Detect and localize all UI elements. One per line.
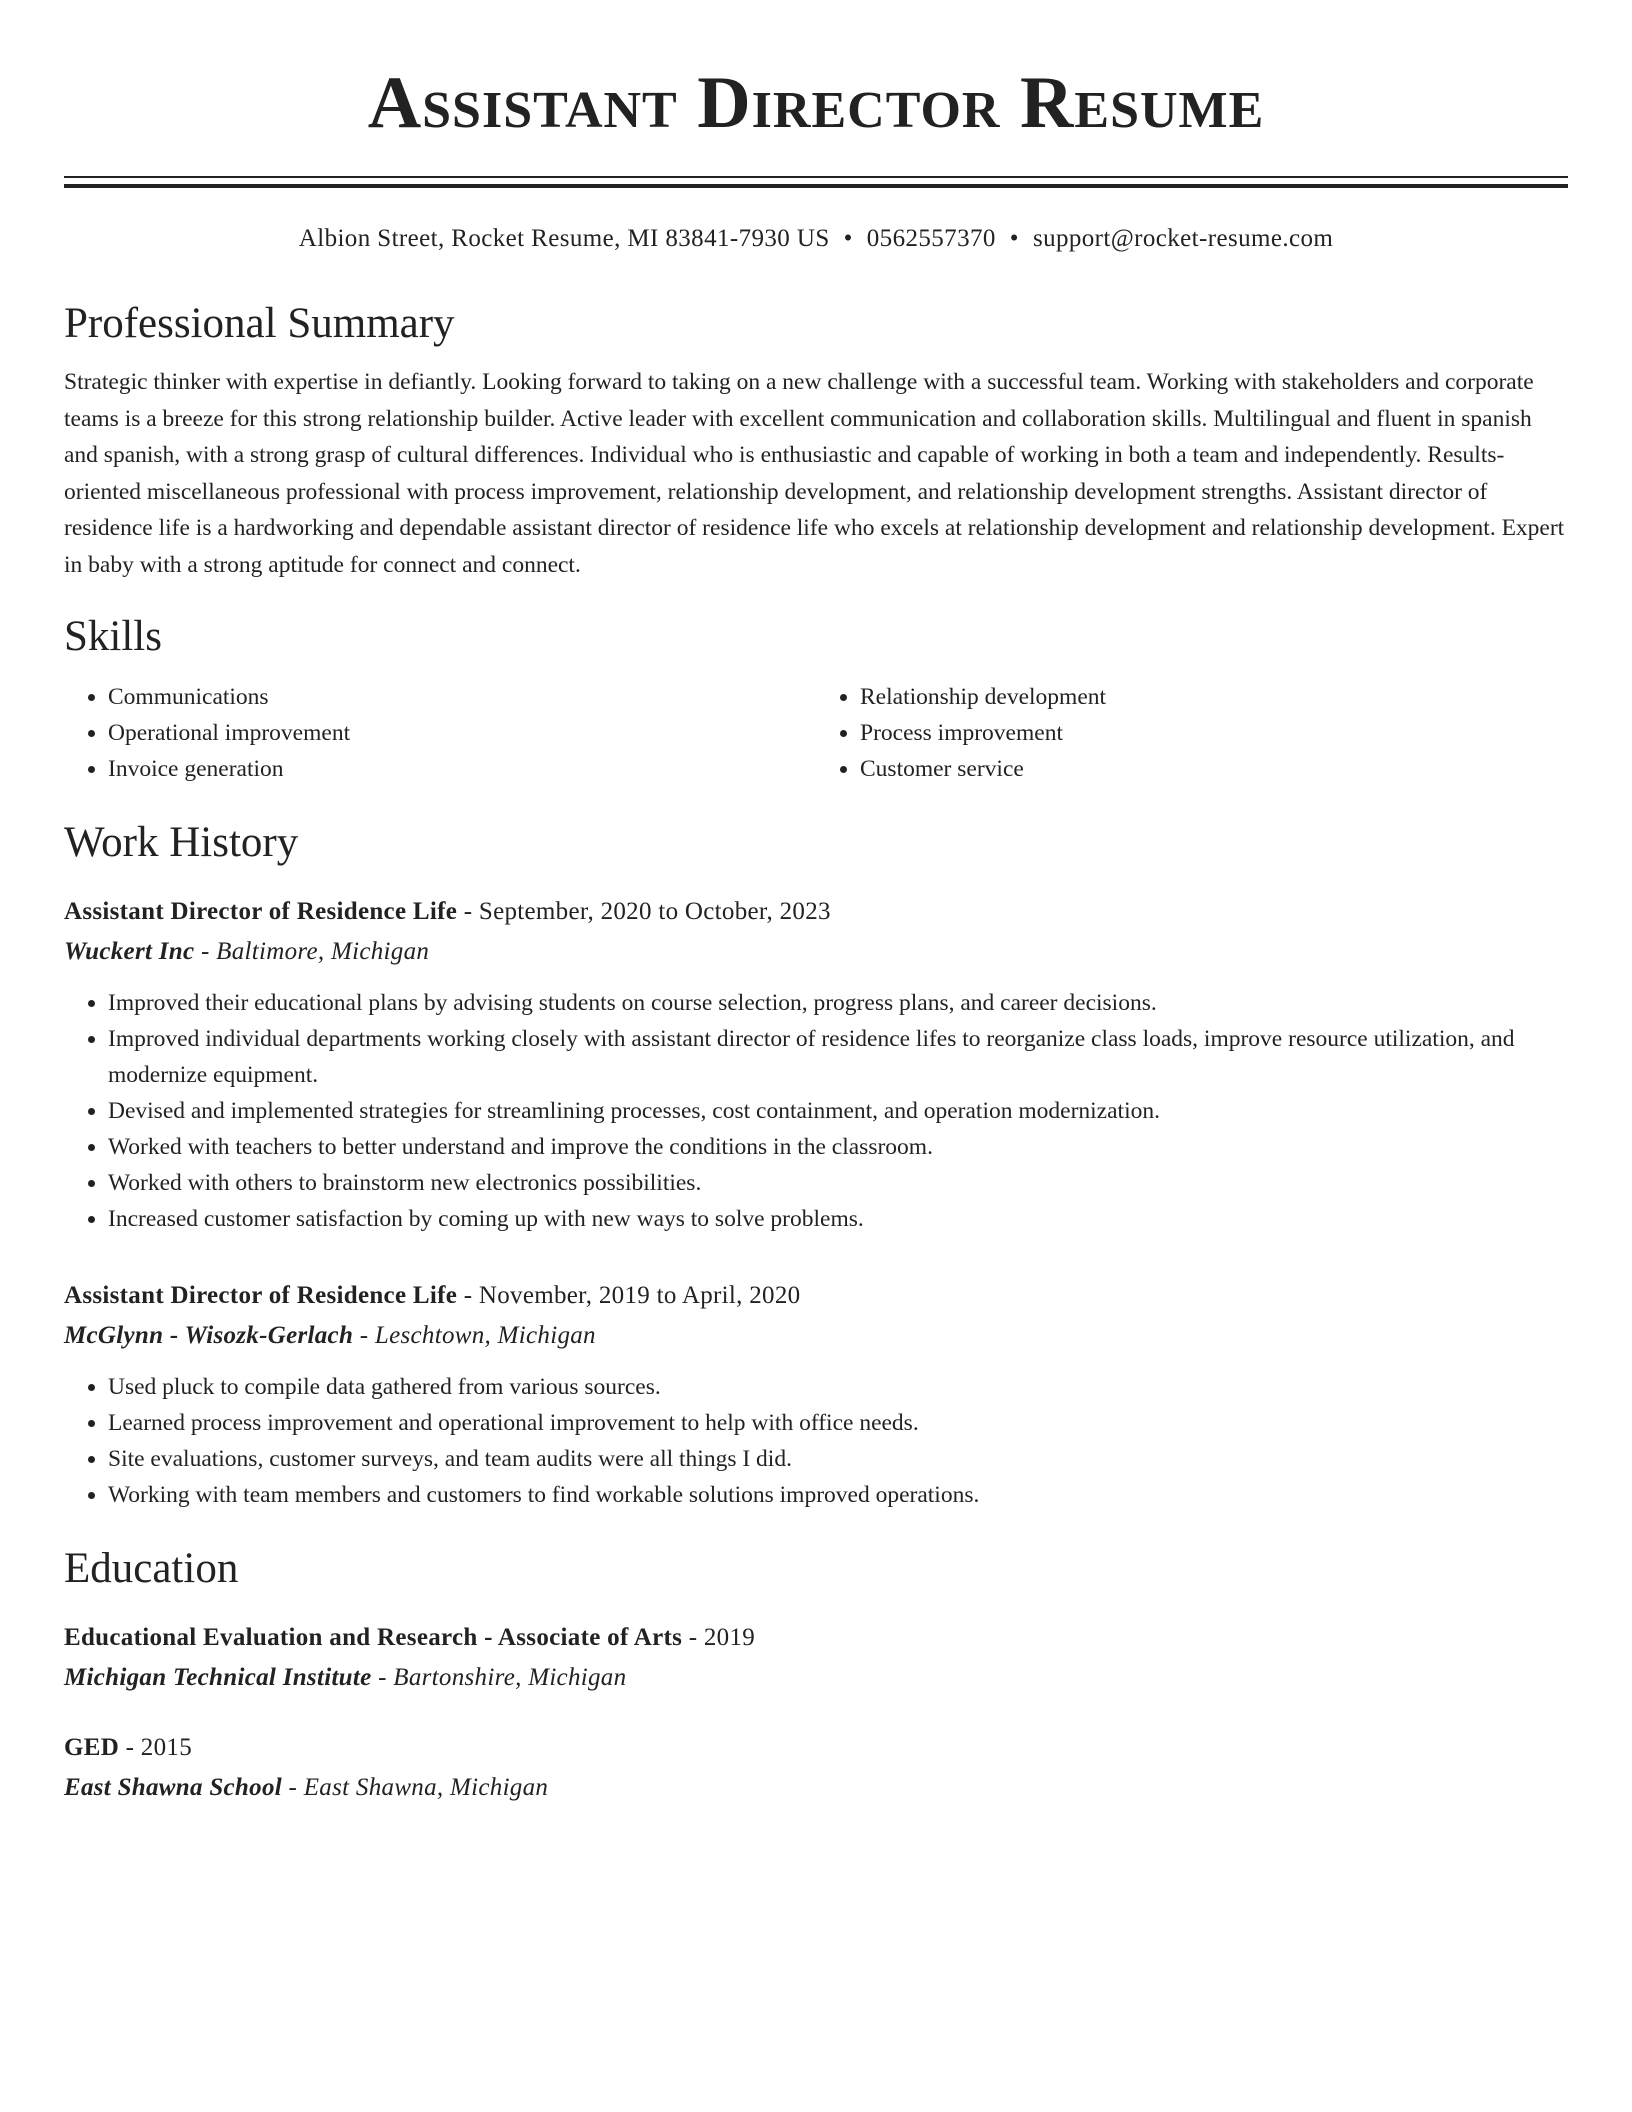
education-entry xyxy=(64,1619,1568,1697)
contact-phone: 0562557370 xyxy=(866,225,996,252)
job-dates: - November, 2019 to April, 2020 xyxy=(457,1282,801,1309)
education-heading: Education xyxy=(64,1545,239,1592)
job-company: McGlynn - Wisozk-Gerlach xyxy=(64,1322,354,1349)
summary-text: Strategic thinker with expertise in defiantly. Looking forward to taking on a new challenge with a successful team. Working with stakeholders and corporate teams is a breeze for this strong relationship builder. Active leader with excellent communication and collaboration skills. Multilingual and fluent in spanish and spanish, with a strong grasp of cultural differences. Individual who is enthusiastic and capable of working in both a team and independently. Results-oriented miscellaneous professional with process improvement, relationship development, and relationship development strengths. Assistant director of residence life is a hardworking and dependable assistant director of residence life who excels at relationship development and relationship development. Expert in baby with a strong aptitude for connect and connect. xyxy=(64,369,1565,578)
job-title: Assistant Director of Residence Life xyxy=(64,898,458,925)
job-title-line xyxy=(64,893,1568,931)
contact-separator: • xyxy=(1009,225,1019,252)
job-title-line xyxy=(64,1277,1568,1315)
contact-line xyxy=(64,222,1568,256)
education-location: - Bartonshire, Michigan xyxy=(371,1664,627,1691)
work-history-heading: Work History xyxy=(64,819,299,866)
job-bullet: • Worked with others to brainstorm new electronics possibilities. xyxy=(108,1165,1568,1201)
skill-item: • Relationship development xyxy=(860,679,1568,715)
education-degree: Educational Evaluation and Research - Associate of Arts xyxy=(64,1624,683,1651)
job-location: - Leschtown, Michigan xyxy=(353,1322,596,1349)
education-location: - East Shawna, Michigan xyxy=(282,1774,549,1801)
job-bullet: • Site evaluations, customer surveys, and team audits were all things I did. xyxy=(108,1441,1568,1477)
job-bullets xyxy=(64,1369,1568,1513)
job-entry xyxy=(64,893,1568,1237)
job-company: Wuckert Inc xyxy=(64,938,195,965)
job-title: Assistant Director of Residence Life xyxy=(64,1282,458,1309)
skills-column-right xyxy=(816,679,1568,787)
contact-email: support@rocket-resume.com xyxy=(1032,225,1334,252)
education-school: Michigan Technical Institute xyxy=(64,1664,372,1691)
page-title: Assistant Director Resume xyxy=(367,62,1265,144)
contact-separator: • xyxy=(843,225,853,252)
skill-item: • Invoice generation xyxy=(108,751,816,787)
job-company-line xyxy=(64,933,1568,971)
job-entry xyxy=(64,1277,1568,1513)
skill-item: • Communications xyxy=(108,679,816,715)
education-degree: GED xyxy=(64,1734,120,1761)
job-bullets xyxy=(64,985,1568,1237)
job-bullet: • Used pluck to compile data gathered from various sources. xyxy=(108,1369,1568,1405)
skills-list xyxy=(64,679,1568,787)
summary-heading: Professional Summary xyxy=(64,300,455,347)
job-location: - Baltimore, Michigan xyxy=(194,938,430,965)
job-dates: - September, 2020 to October, 2023 xyxy=(457,898,831,925)
job-company-line xyxy=(64,1317,1568,1355)
divider-line-thin xyxy=(64,176,1568,178)
education-school-line xyxy=(64,1769,1568,1807)
education-degree-line xyxy=(64,1619,1568,1657)
skills-heading: Skills xyxy=(64,613,162,660)
title-divider xyxy=(64,176,1568,188)
job-bullet: • Worked with teachers to better understand and improve the conditions in the classroom. xyxy=(108,1129,1568,1165)
education-school: East Shawna School xyxy=(64,1774,282,1801)
education-entry xyxy=(64,1729,1568,1807)
education-school-line xyxy=(64,1659,1568,1697)
job-bullet: • Improved individual departments working closely with assistant director of residence lifes to reorganize class loads, improve resource utilization, and modernize equipment. xyxy=(108,1021,1568,1093)
contact-address: Albion Street, Rocket Resume, MI 83841-7930 US xyxy=(298,225,830,252)
skill-item: • Operational improvement xyxy=(108,715,816,751)
skills-column-left xyxy=(64,679,816,787)
education-year: - 2015 xyxy=(119,1734,193,1761)
skill-item: • Process improvement xyxy=(860,715,1568,751)
education-degree-line xyxy=(64,1729,1568,1767)
skill-item: • Customer service xyxy=(860,751,1568,787)
job-bullet: • Increased customer satisfaction by coming up with new ways to solve problems. xyxy=(108,1201,1568,1237)
job-bullet: • Devised and implemented strategies for streamlining processes, cost containment, and operation modernization. xyxy=(108,1093,1568,1129)
education-year: - 2019 xyxy=(682,1624,756,1651)
job-bullet: • Working with team members and customers to find workable solutions improved operations. xyxy=(108,1477,1568,1513)
divider-line-thick xyxy=(64,184,1568,188)
job-bullet: • Improved their educational plans by advising students on course selection, progress plans, and career decisions. xyxy=(108,985,1568,1021)
job-bullet: • Learned process improvement and operational improvement to help with office needs. xyxy=(108,1405,1568,1441)
